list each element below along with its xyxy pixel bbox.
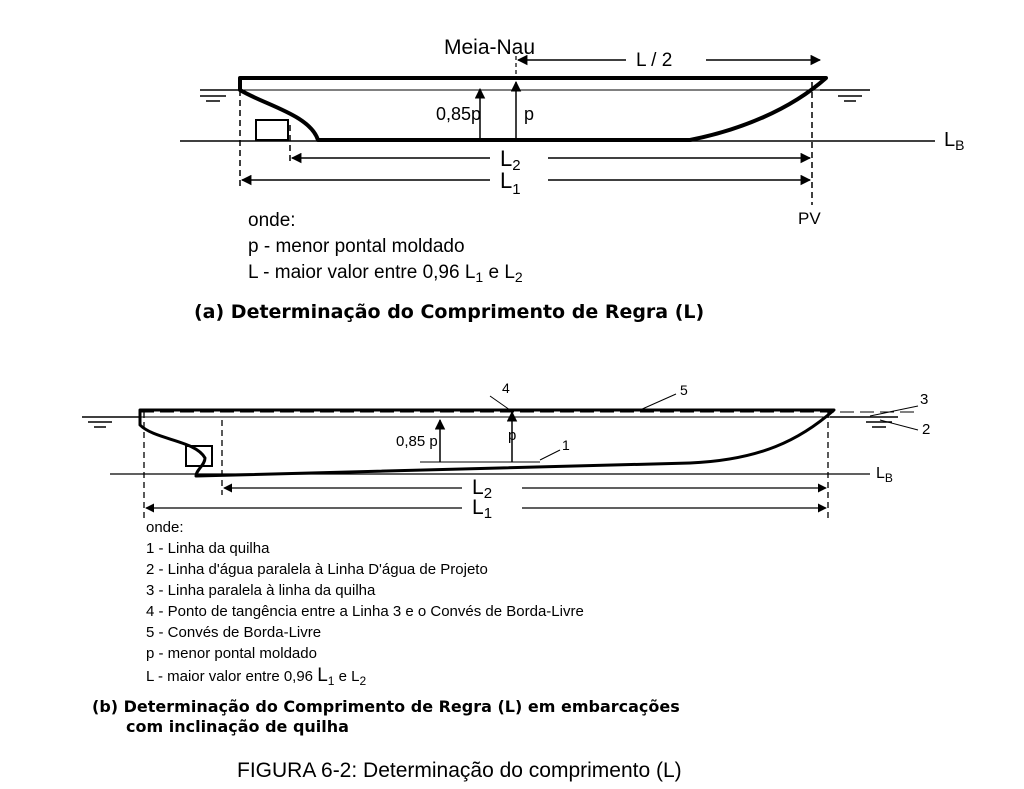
label-085p-a: 0,85p [436,104,482,124]
pointer-1 [540,450,560,460]
caption-b-line2: com inclinação de quilha [126,717,349,736]
waterline-symbol-left-b [82,417,140,427]
label-l2-b: L2 [472,476,493,502]
legend-b-onde: onde: [146,519,184,536]
label-l2-a: L2 [500,146,521,174]
legend-b-item5: 5 - Convés de Borda-Livre [146,624,322,641]
line-2-tick [880,420,918,430]
caption-b-line1: (b) Determinação do Comprimento de Regra (L) em embarcações [92,697,680,716]
rudder-box-b [186,446,212,466]
label-p-b: p [508,427,517,444]
legend-b-item2: 2 - Linha d'água paralela à Linha D'água de Projeto [146,561,488,578]
label-pv: PV [798,209,821,228]
label-lb-b: $L_B$ [876,465,893,485]
legend-a-p: p - menor pontal moldado [248,236,465,257]
label-085p-b: 0,85 p [396,433,438,450]
legend-b-item3: 3 - Linha paralela à linha da quilha [146,582,376,599]
legend-a-onde: onde: [248,210,296,231]
label-2: 2 [922,421,931,438]
pointer-5 [640,394,676,410]
label-meia-nau: Meia-Nau [444,36,536,59]
legend-a-l: L - maior valor entre 0,96 $L_1$ e $L_2$ [248,262,523,285]
label-l1-b: L1 [472,496,493,522]
waterline-symbol-right [820,90,870,101]
label-lb-a: $L_B$ [944,129,965,153]
line-3-tick [870,406,918,416]
label-3: 3 [920,391,929,408]
legend-b-item4: 4 - Ponto de tangência entre a Linha 3 e o Convés de Borda-Livre [146,603,584,620]
label-4: 4 [502,380,510,396]
hull-outline-b [140,410,834,476]
label-l1-a: $L_1$ [500,168,521,198]
legend-b-p: p - menor pontal moldado [146,645,317,662]
legend-b-item1: 1 - Linha da quilha [146,540,270,557]
label-5: 5 [680,382,688,398]
figure-caption: FIGURA 6-2: Determinação do comprimento (L) [237,759,682,782]
label-1: 1 [562,437,570,453]
label-l-half: L / 2 [636,50,673,71]
waterline-symbol-left [200,90,240,101]
label-p-a: p [524,104,535,124]
rudder-box-a [256,120,288,140]
diagram-b [82,380,930,736]
diagram-a [180,36,964,323]
pointer-4 [490,396,510,410]
caption-a: (a) Determinação do Comprimento de Regra (L) [194,301,705,323]
legend-b-l: L - maior valor entre 0,96 $L_1$ e $L_2$ [146,665,367,688]
